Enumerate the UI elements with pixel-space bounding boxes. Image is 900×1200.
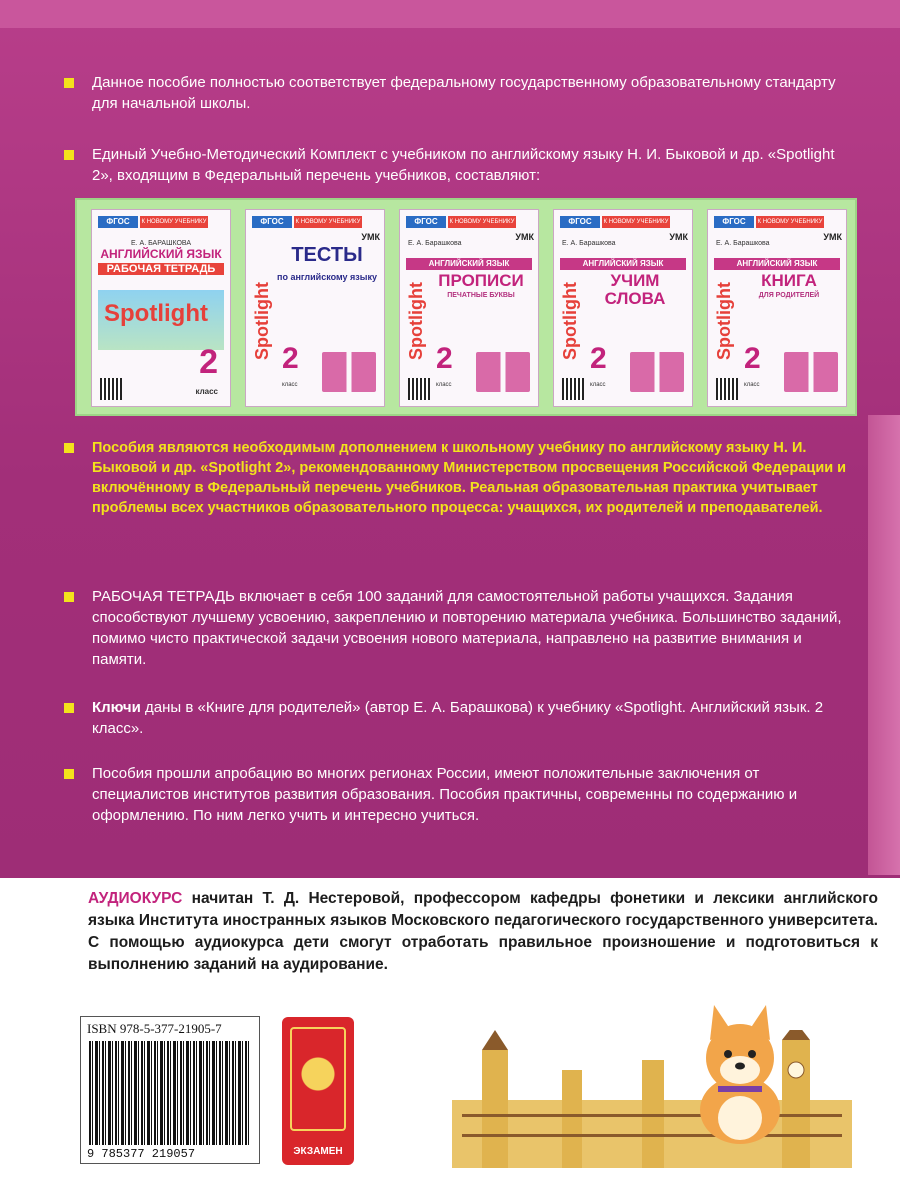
book-author: Е. А. Барашкова (408, 240, 462, 247)
grade-label: класс (436, 382, 452, 388)
book-title: ПРОПИСИ (438, 271, 524, 290)
audio-course-label: АУДИОКУРС (88, 890, 183, 907)
qr-code (716, 378, 738, 400)
paragraph-keys (92, 697, 852, 739)
barcode-number: 9 785377 219057 (87, 1147, 196, 1161)
bullet-marker (64, 78, 74, 88)
book-title: ТЕСТЫ (291, 244, 363, 266)
grade-number: 2 (199, 343, 218, 381)
bullet-marker (64, 703, 74, 713)
books-band (75, 198, 857, 416)
umk-label: УМК (515, 232, 534, 242)
bullet-marker (64, 150, 74, 160)
book-thumbnails (630, 352, 684, 392)
new-textbook-tag: К НОВОМУ УЧЕБНИКУ (602, 216, 670, 228)
paragraph-fgos: Данное пособие полностью соответствует федеральному государственному образовательному стандарту для начальной школы. (92, 74, 836, 112)
grade-number: 2 (282, 342, 299, 375)
dog-illustration (680, 1000, 800, 1160)
book-subject: АНГЛИЙСКИЙ ЯЗЫК (714, 258, 840, 270)
book-thumbnails (322, 352, 376, 392)
isbn-barcode-box (80, 1016, 260, 1164)
new-textbook-tag: К НОВОМУ УЧЕБНИКУ (756, 216, 824, 228)
barcode-icon (89, 1041, 251, 1145)
qr-code (408, 378, 430, 400)
isbn-number: ISBN 978-5-377-21905-7 (87, 1021, 222, 1036)
book-author: Е. А. Барашкова (716, 240, 770, 247)
umk-label: УМК (361, 232, 380, 242)
grade-number: 2 (436, 342, 453, 375)
book-subtitle: по английскому языку (277, 272, 377, 282)
fgos-badge: ФГОС (560, 216, 600, 228)
book-title: КНИГА (761, 271, 817, 290)
workbook-header (98, 240, 224, 275)
new-textbook-tag: К НОВОМУ УЧЕБНИКУ (294, 216, 362, 228)
bullet-marker (64, 769, 74, 779)
audio-course-description (88, 888, 878, 976)
audio-course-text: начитан Т. Д. Нестеровой, профессором кафедры фонетики и лексики английского языка Института иностранных языков Московского педагогического государственного университета. С помощью аудиокурса дети смогут отработать правильное произношение и подготовиться к выполнению заданий на аудирование. (88, 890, 878, 973)
book-kniga-dlya-roditeley (707, 209, 847, 407)
grade-label: класс (744, 382, 760, 388)
book-propisi (399, 209, 539, 407)
book-author: Е. А. Барашкова (562, 240, 616, 247)
spotlight-logo: Spotlight (104, 300, 208, 327)
grade-label: класс (282, 382, 298, 388)
spotlight-logo: Spotlight (560, 282, 580, 360)
fgos-badge: ФГОС (714, 216, 754, 228)
spotlight-logo: Spotlight (406, 282, 426, 360)
book-subtitle: ДЛЯ РОДИТЕЛЕЙ (758, 292, 820, 299)
grade-label: класс (590, 382, 606, 388)
spotlight-logo: Spotlight (252, 282, 272, 360)
book-tests (245, 209, 385, 407)
grade-number: 2 (744, 342, 761, 375)
book-title: УЧИМ СЛОВА (604, 271, 666, 308)
publisher-logo (282, 1017, 354, 1165)
book-subject: АНГЛИЙСКИЙ ЯЗЫК (406, 258, 532, 270)
book-uchim-slova (553, 209, 693, 407)
grade-number: 2 (590, 342, 607, 375)
bullet-marker (64, 592, 74, 602)
side-stripe (868, 415, 900, 875)
paragraph-workbook: РАБОЧАЯ ТЕТРАДЬ включает в себя 100 заданий для самостоятельной работы учащихся. Задания способствуют лучшему усвоению, закреплению и повторению материала учебника. Большинство заданий, помимо чисто практической задачи усвоения нового материала, направлено на развитие внимания и памяти. (92, 588, 842, 668)
book-workbook (91, 209, 231, 407)
publisher-name: ЭКЗАМЕН (293, 1146, 343, 1157)
umk-label: УМК (669, 232, 688, 242)
book-subject: АНГЛИЙСКИЙ ЯЗЫК (100, 247, 222, 261)
keys-label: Ключи (92, 699, 141, 716)
eagle-emblem-icon (290, 1027, 346, 1131)
book-thumbnails (476, 352, 530, 392)
book-subtitle: ПЕЧАТНЫЕ БУКВЫ (447, 292, 515, 299)
book-author: Е. А. БАРАШКОВА (130, 240, 192, 247)
qr-code (562, 378, 584, 400)
fgos-badge: ФГОС (406, 216, 446, 228)
book-title: РАБОЧАЯ ТЕТРАДЬ (98, 263, 224, 275)
book-thumbnails (784, 352, 838, 392)
top-strip (0, 0, 900, 28)
paragraph-umk: Единый Учебно-Методический Комплект с учебником по английскому языку Н. И. Быковой и др. «Spotlight 2», входящим в Федеральный перечень учебников, составляют: (92, 146, 835, 184)
qr-code (100, 378, 122, 400)
new-textbook-tag: К НОВОМУ УЧЕБНИКУ (140, 216, 208, 228)
fgos-badge: ФГОС (252, 216, 292, 228)
keys-text: даны в «Книге для родителей» (автор Е. А. Барашкова) к учебнику «Spotlight. Английский язык. 2 класс». (92, 699, 824, 737)
umk-label: УМК (823, 232, 842, 242)
grade-label: класс (195, 387, 218, 396)
paragraph-approbation: Пособия прошли апробацию во многих регионах России, имеют положительные заключения от специалистов институтов развития образования. Пособия практичны, современны по содержанию и оформлению. По ним легко учить и интересно учиться. (92, 765, 798, 824)
fgos-badge: ФГОС (98, 216, 138, 228)
book-subject: АНГЛИЙСКИЙ ЯЗЫК (560, 258, 686, 270)
paragraph-supplement: Пособия являются необходимым дополнением к школьному учебнику по английскому языку Н. И. Быковой и др. «Spotlight 2», рекомендованному Министерством просвещения Российской Федерации и включённому в Федеральный перечень учебников. Реальная образовательная практика учитывает проблемы всех участников образовательного процесса: учащихся, их родителей и преподавателей. (92, 440, 847, 516)
spotlight-logo: Spotlight (714, 282, 734, 360)
bullet-marker (64, 443, 74, 453)
new-textbook-tag: К НОВОМУ УЧЕБНИКУ (448, 216, 516, 228)
